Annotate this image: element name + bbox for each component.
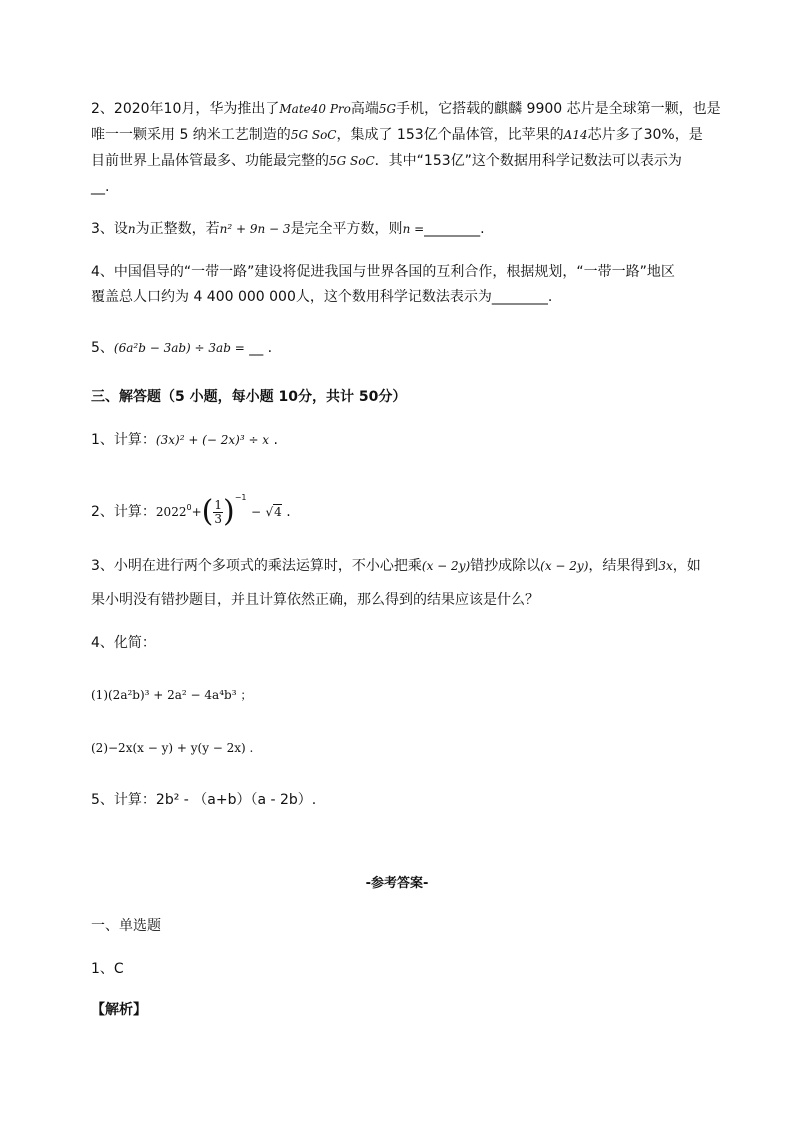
answers-heading: -参考答案- [365, 876, 429, 891]
math-number: 2022 [155, 505, 187, 519]
fill-q4-line2 [91, 287, 552, 307]
text: 手机，它搭载的麒麟 9900 芯片是全球第一颗，也是 [396, 101, 721, 117]
term-a14: A14 [563, 128, 588, 142]
question-number: 3、 [91, 558, 114, 574]
term-soc: 5G SoC [290, 128, 337, 142]
text: 中国倡导的“一带一路”建设将促进我国与世界各国的互利合作，根据规划，“一带一路”地区 [113, 264, 675, 280]
answers-section-1: 一、单选题 [91, 918, 161, 934]
text: ，如 [672, 558, 701, 574]
term-5g: 5G [378, 102, 397, 116]
fill-q2-line1 [91, 99, 721, 119]
text: 错抄成除以 [470, 558, 541, 574]
text: 小明在进行两个多项式的乘法运算时，不小心把乘 [113, 558, 422, 574]
question-number: 4、 [91, 264, 114, 280]
question-number: 2、 [91, 101, 114, 117]
answer-q1: 1、C [91, 961, 124, 977]
text: 是完全平方数，则 [290, 221, 403, 237]
section-3-title: 三、解答题（5 小题，每小题 10分，共计 50分） [91, 389, 407, 405]
math-expression: (x − 2y) [540, 559, 589, 573]
text: 计算： [113, 504, 156, 520]
solve-q4-part1: (1)(2a²b)³ + 2a² − 4a⁴b³ ； [91, 688, 253, 702]
text: 2020年10月，华为推出了 [113, 101, 280, 117]
math-var: n [127, 222, 136, 236]
solve-q4-part2: (2)−2x(x − y) + y(y − 2x) . [91, 741, 254, 755]
answer-blank: ________. [491, 289, 553, 305]
numerator: 1 [214, 497, 222, 512]
text: 覆盖总人口约为 4 400 000 000人，这个数用科学记数法表示为 [91, 289, 492, 305]
analysis-label: 【解析】 [91, 1002, 147, 1018]
fraction [213, 499, 223, 526]
answer-blank: __ [249, 340, 264, 356]
solve-q5 [91, 790, 316, 810]
answer-blank: ________. [424, 221, 485, 237]
math-expression: (3x)² + (− 2x)³ ÷ x [155, 433, 270, 447]
text: 计算： [113, 432, 156, 448]
right-paren: ) [222, 494, 235, 529]
text: . [273, 432, 278, 448]
question-number: 5、 [91, 792, 114, 808]
math-expression: 3x [658, 559, 673, 573]
text: 化简： [113, 635, 156, 651]
text: ，集成了 153亿个晶体管，比苹果的 [336, 127, 564, 143]
solve-q4 [91, 633, 156, 653]
fill-q2-blank [91, 177, 109, 197]
operator: − [250, 505, 262, 519]
fill-q5 [91, 338, 272, 358]
math-expression: (x − 2y) [421, 559, 471, 573]
question-number: 5、 [91, 340, 114, 356]
answer-blank: __. [91, 179, 110, 195]
solve-q3-line1 [91, 556, 701, 576]
text: . [286, 504, 291, 520]
text: 高端 [350, 101, 379, 117]
math-expression: (6a²b − 3ab) ÷ 3ab = [113, 341, 245, 355]
text: 唯一一颗采用 5 纳米工艺制造的 [91, 127, 291, 143]
operator: + [191, 505, 202, 519]
fill-q3 [91, 219, 485, 239]
denominator: 3 [214, 511, 222, 526]
text: 芯片多了30%，是 [587, 127, 703, 143]
fill-q4-line1 [91, 262, 675, 282]
text: 目前世界上晶体管最多、功能最完整的 [91, 153, 329, 169]
math-expression: n² + 9n − 3 [219, 222, 291, 236]
solve-q2 [91, 478, 291, 532]
term-soc: 5G SoC [329, 154, 375, 168]
text: 设 [113, 221, 128, 237]
solve-q1 [91, 430, 278, 450]
fill-q2-line2 [91, 125, 703, 145]
left-paren: ( [201, 494, 214, 529]
text: 计算：2b² - （a+b）（a - 2b）. [113, 792, 317, 808]
text: 为正整数，若 [135, 221, 220, 237]
text: ．其中“153亿”这个数据用科学记数法可以表示为 [374, 153, 682, 169]
exponent: −1 [234, 493, 247, 502]
phone-model: Mate40 Pro [279, 102, 351, 116]
question-number: 3、 [91, 221, 114, 237]
math-expression: n = [402, 222, 425, 236]
text: . [267, 340, 273, 356]
text: ，结果得到 [588, 558, 659, 574]
solve-q3-line2: 果小明没有错抄题目，并且计算依然正确，那么得到的结果应该是什么？ [91, 592, 539, 608]
exponent: 0 [186, 503, 192, 512]
question-number: 2、 [91, 504, 114, 520]
question-number: 1、 [91, 432, 114, 448]
fill-q2-line3 [91, 151, 682, 171]
question-number: 4、 [91, 635, 114, 651]
radicand: 4 [274, 505, 282, 519]
square-root: √4 [265, 505, 282, 519]
